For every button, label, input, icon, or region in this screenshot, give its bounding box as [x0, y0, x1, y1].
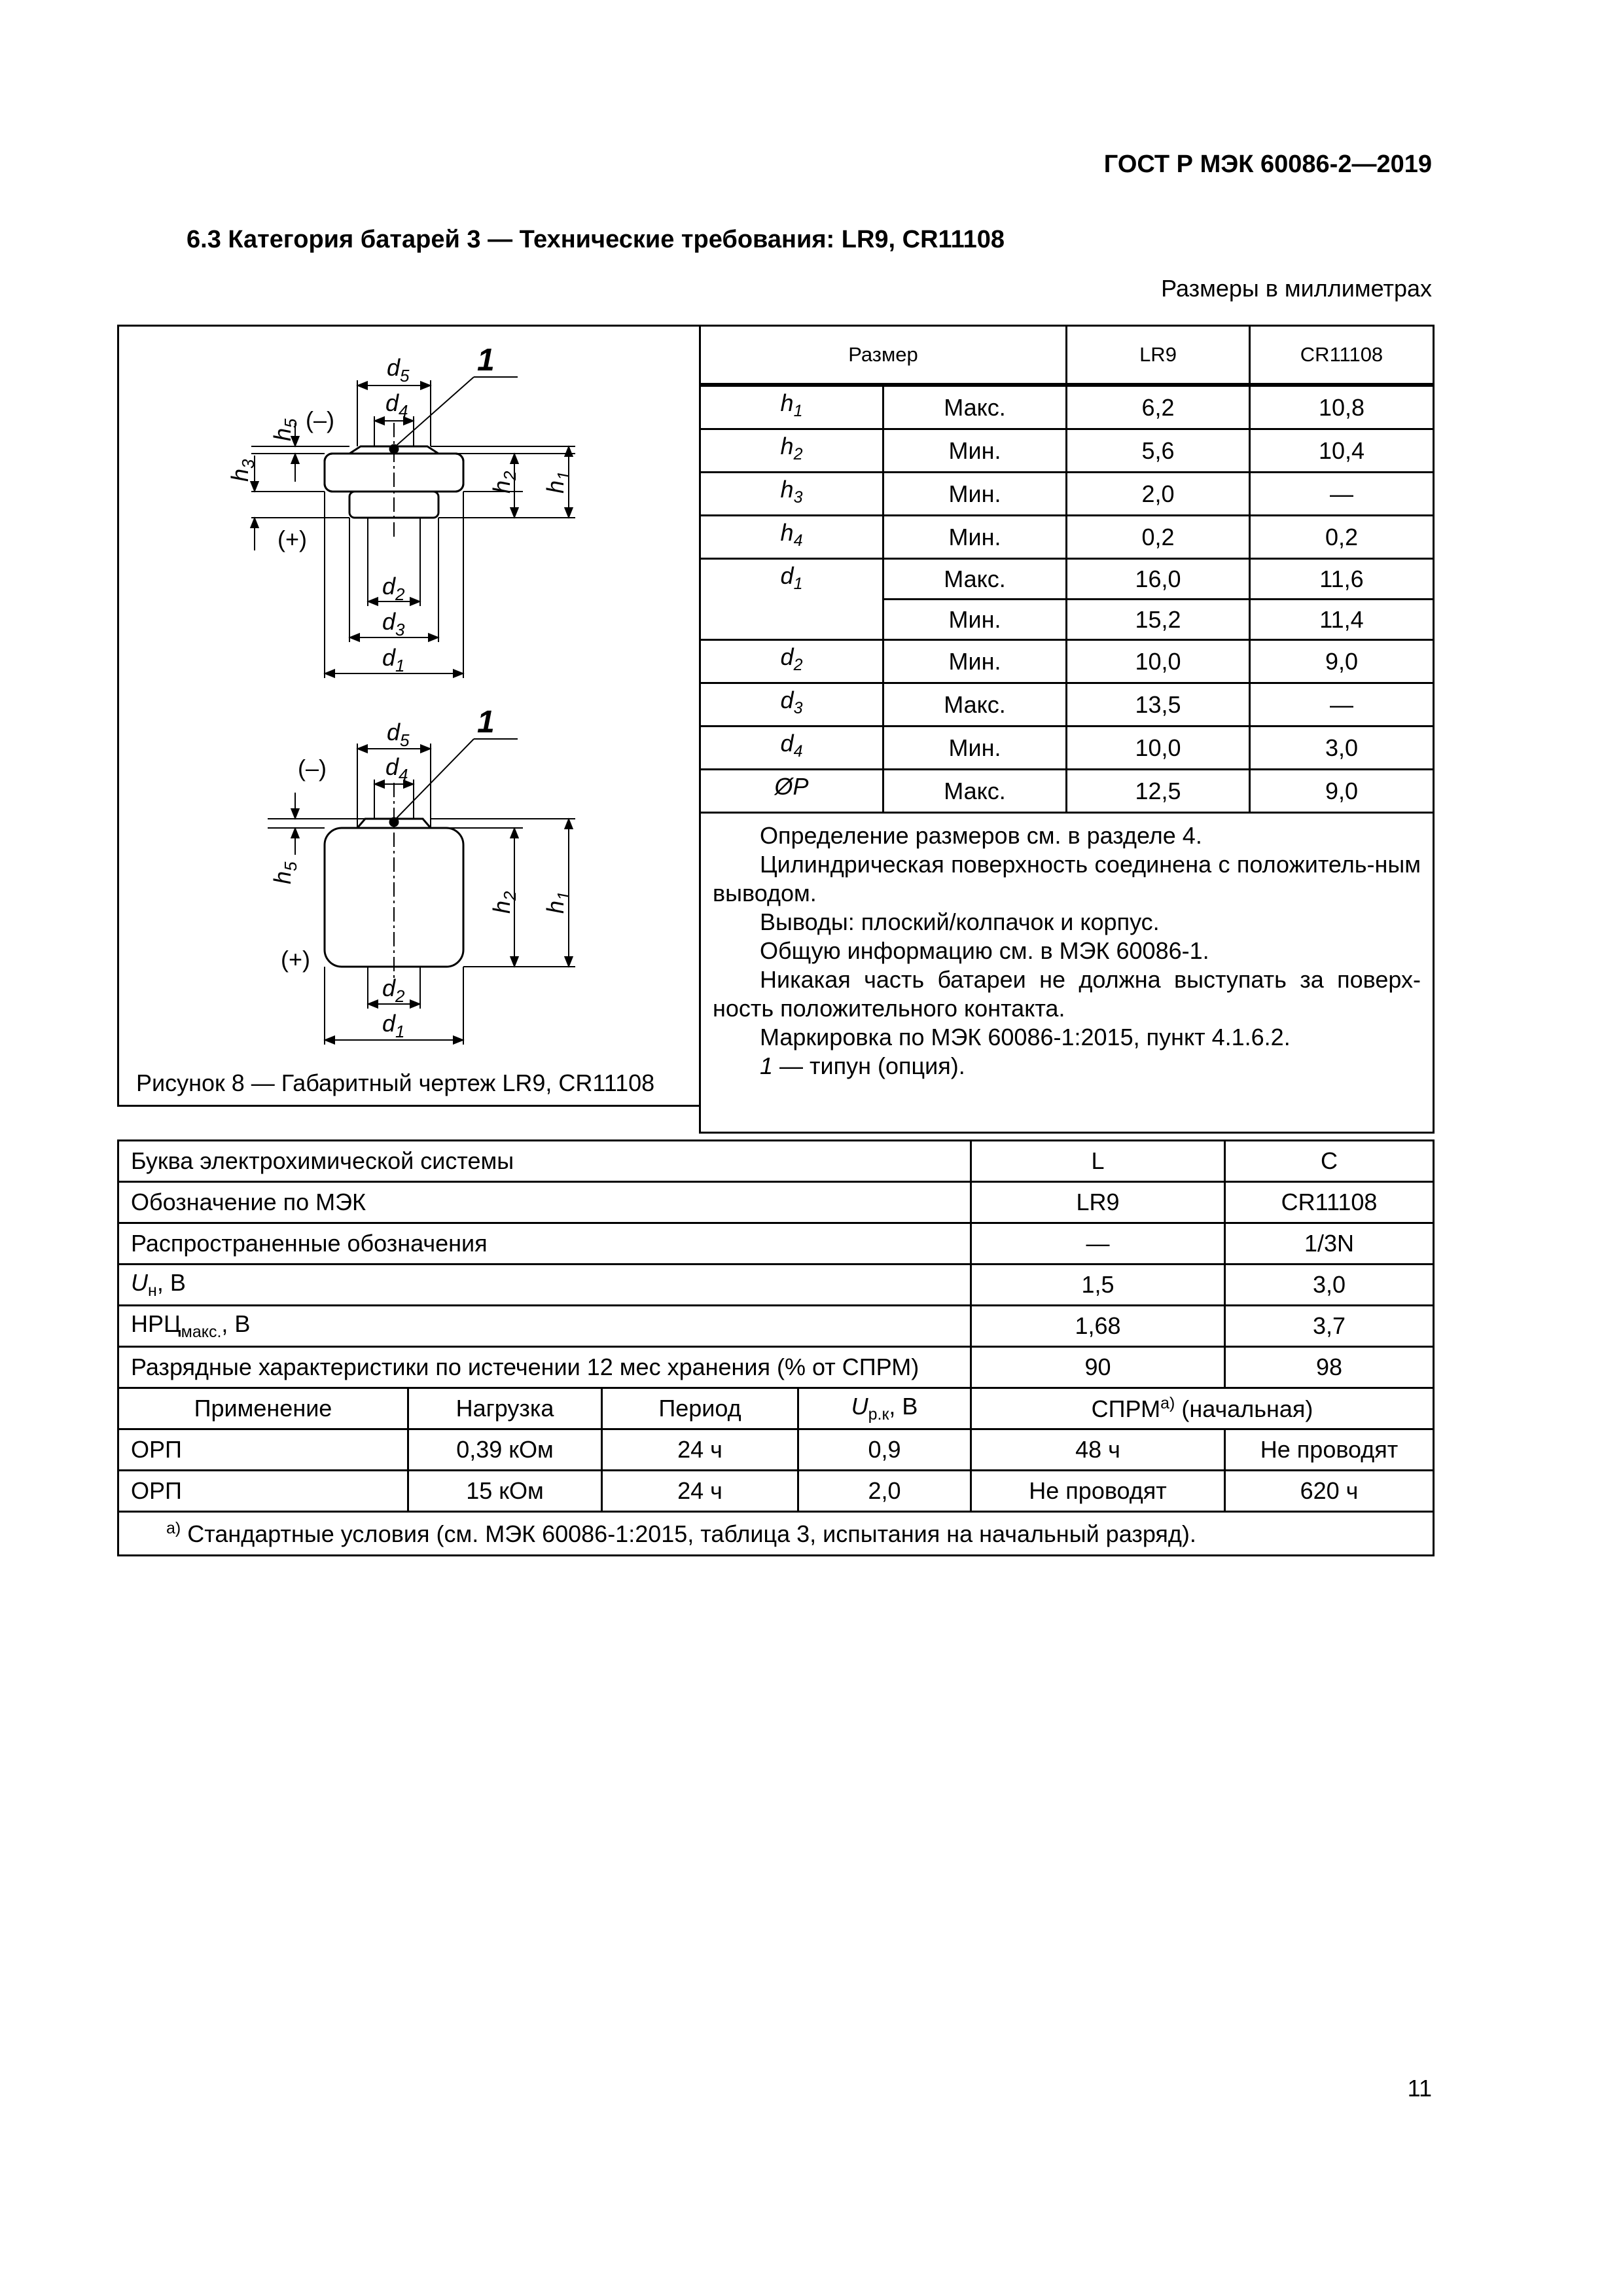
table-row [700, 683, 1434, 726]
dim-cr: — [1250, 683, 1434, 726]
cr-d4-label: $d_4$ [385, 753, 408, 785]
dimensions-table [699, 325, 1435, 1134]
spec-cr: C [1225, 1141, 1434, 1182]
cr-plus-label: (+) [281, 946, 310, 973]
spec-lr9: 90 [971, 1347, 1225, 1388]
table-row [700, 429, 1434, 473]
dims-header-size: Размер [700, 326, 1067, 386]
dim-cr: 9,0 [1250, 640, 1434, 683]
spec-cr: 3,0 [1225, 1265, 1434, 1306]
cr-callout-number: 1 [477, 705, 495, 740]
dim-cr: 9,0 [1250, 770, 1434, 813]
cr-d5-label: $d_5$ [387, 719, 410, 750]
note: Общую информацию см. в МЭК 60086-1. [760, 937, 1209, 964]
dim-cr: 10,4 [1250, 429, 1434, 473]
note: Выводы: плоский/колпачок и корпус. [760, 908, 1160, 935]
table-row [118, 1265, 1434, 1306]
dim-cr: — [1250, 473, 1434, 516]
spec-label: Обозначение по МЭК [118, 1182, 971, 1223]
lr9-h5-label: $h_5$ [269, 418, 300, 441]
table-row [700, 559, 1434, 600]
dim-lr9: 2,0 [1067, 473, 1250, 516]
dim-symbol: $h_2$ [700, 429, 883, 473]
app-name: ОРП [118, 1471, 408, 1512]
spec-lr9: LR9 [971, 1182, 1225, 1223]
table-row [700, 726, 1434, 770]
app-lr9: Не проводят [971, 1471, 1225, 1512]
table-row [118, 1471, 1434, 1512]
lr9-h2-label: $h_2$ [488, 471, 520, 493]
cr-h2-label: $h_2$ [488, 891, 520, 914]
figure-caption: Рисунок 8 — Габаритный чертеж LR9, CR11108 [136, 1069, 655, 1096]
spec-cr: CR11108 [1225, 1182, 1434, 1223]
table-footnote: $^{а)}$ Стандартные условия (см. МЭК 60086-1:2015, таблица 3, испытания на начальный разряд). [118, 1512, 1434, 1556]
table-row [118, 1347, 1434, 1388]
dim-kind: Мин. [883, 516, 1067, 559]
app-voltage: 0,9 [798, 1429, 971, 1471]
lr9-d3-label: $d_3$ [382, 608, 405, 639]
dim-symbol: $d_1$ [700, 559, 883, 640]
dim-symbol: $h_4$ [700, 516, 883, 559]
app-period: 24 ч [602, 1471, 798, 1512]
spec-label-ocv: $НРЦ_{макс.}$, В [118, 1306, 971, 1347]
dim-symbol: $h_1$ [700, 385, 883, 429]
dim-symbol: $d_2$ [700, 640, 883, 683]
dim-symbol: $d_4$ [700, 726, 883, 770]
dim-kind: Макс. [883, 385, 1067, 429]
app-name: ОРП [118, 1429, 408, 1471]
dim-lr9: 16,0 [1067, 559, 1250, 600]
application-header-row [118, 1388, 1434, 1429]
table-row [118, 1223, 1434, 1265]
spec-label-voltage: $U_н$, В [118, 1265, 971, 1306]
spec-cr: 98 [1225, 1347, 1434, 1388]
app-header: Применение [118, 1388, 408, 1429]
dim-lr9: 12,5 [1067, 770, 1250, 813]
note: 1 — типун (опция). [760, 1052, 965, 1079]
dims-header-row [700, 326, 1434, 386]
dim-cr: 10,8 [1250, 385, 1434, 429]
dim-lr9: 13,5 [1067, 683, 1250, 726]
table-row [118, 1141, 1434, 1182]
dims-header-cr: CR11108 [1250, 326, 1434, 386]
cr-h1-label: $h_1$ [542, 891, 573, 914]
units-note: Размеры в миллиметрах [1161, 275, 1432, 302]
cr-d1-label: $d_1$ [382, 1010, 405, 1041]
cr-minus-label: (–) [298, 755, 327, 781]
table-row [118, 1182, 1434, 1223]
note: Определение размеров см. в разделе 4. [760, 822, 1202, 849]
note: Цилиндрическая поверхность соединена с положитель-ным выводом. [713, 851, 1421, 906]
dim-kind: Макс. [883, 559, 1067, 600]
page-number: 11 [1407, 2075, 1432, 2102]
dim-lr9: 6,2 [1067, 385, 1250, 429]
lr9-h1-label: $h_1$ [542, 471, 573, 493]
app-lr9: 48 ч [971, 1429, 1225, 1471]
spec-cr: 3,7 [1225, 1306, 1434, 1347]
standard-header: ГОСТ Р МЭК 60086-2—2019 [1103, 151, 1432, 178]
table-row [700, 385, 1434, 429]
dim-cr: 0,2 [1250, 516, 1434, 559]
dim-kind: Мин. [883, 726, 1067, 770]
dim-lr9: 0,2 [1067, 516, 1250, 559]
table-row [700, 640, 1434, 683]
spec-lr9: 1,5 [971, 1265, 1225, 1306]
period-header: Период [602, 1388, 798, 1429]
app-cr: Не проводят [1225, 1429, 1434, 1471]
figure-frame [117, 325, 700, 1107]
table-row [700, 516, 1434, 559]
note: Никакая часть батареи не должна выступать за поверх-ность положительного контакта. [713, 966, 1421, 1022]
dim-lr9: 10,0 [1067, 726, 1250, 770]
battery-drawing [117, 325, 700, 1107]
dim-symbol: ØP [700, 770, 883, 813]
table-row [700, 770, 1434, 813]
dim-kind: Макс. [883, 683, 1067, 726]
cr-d2-label: $d_2$ [382, 975, 405, 1006]
spm-header: $СПРМ^{а)}$ (начальная) [971, 1388, 1434, 1429]
dims-notes [700, 813, 1434, 1133]
lr9-callout-number: 1 [477, 343, 495, 378]
app-voltage: 2,0 [798, 1471, 971, 1512]
load-header: Нагрузка [408, 1388, 602, 1429]
specification-table [117, 1139, 1435, 1556]
lr9-plus-label: (+) [277, 526, 307, 552]
dim-kind: Макс. [883, 770, 1067, 813]
app-cr: 620 ч [1225, 1471, 1434, 1512]
dim-lr9: 10,0 [1067, 640, 1250, 683]
spec-label: Разрядные характеристики по истечении 12 мес хранения (% от СПРМ) [118, 1347, 971, 1388]
end-voltage-header: $U_{р.к}$, В [798, 1388, 971, 1429]
lr9-h3-label: $h_3$ [226, 459, 258, 482]
lr9-d1-label: $d_1$ [382, 644, 405, 675]
app-period: 24 ч [602, 1429, 798, 1471]
dim-kind: Мин. [883, 429, 1067, 473]
dim-cr: 11,6 [1250, 559, 1434, 600]
footnote-row [118, 1512, 1434, 1556]
lr9-d5-label: $d_5$ [387, 354, 410, 386]
table-row [118, 1306, 1434, 1347]
spec-lr9: 1,68 [971, 1306, 1225, 1347]
spec-lr9: — [971, 1223, 1225, 1265]
dim-lr9: 5,6 [1067, 429, 1250, 473]
dim-cr: 3,0 [1250, 726, 1434, 770]
notes-row [700, 813, 1434, 1133]
dim-kind: Мин. [883, 600, 1067, 640]
table-row [118, 1429, 1434, 1471]
dims-header-lr9: LR9 [1067, 326, 1250, 386]
dim-kind: Мин. [883, 640, 1067, 683]
lr9-minus-label: (–) [306, 406, 334, 433]
lr9-d2-label: $d_2$ [382, 573, 405, 604]
dim-lr9: 15,2 [1067, 600, 1250, 640]
spec-cr: 1/3N [1225, 1223, 1434, 1265]
app-load: 0,39 кОм [408, 1429, 602, 1471]
lr9-d4-label: $d_4$ [385, 389, 408, 421]
app-load: 15 кОм [408, 1471, 602, 1512]
dim-symbol: $d_3$ [700, 683, 883, 726]
dim-symbol: $h_3$ [700, 473, 883, 516]
spec-lr9: L [971, 1141, 1225, 1182]
note: Маркировка по МЭК 60086-1:2015, пункт 4.1.6.2. [760, 1024, 1291, 1050]
section-title: 6.3 Категория батарей 3 — Технические требования: LR9, CR11108 [187, 226, 1005, 253]
table-row [700, 473, 1434, 516]
spec-label: Распространенные обозначения [118, 1223, 971, 1265]
spec-label: Буква электрохимической системы [118, 1141, 971, 1182]
cr-h5-label: $h_5$ [269, 861, 300, 884]
dim-kind: Мин. [883, 473, 1067, 516]
dim-cr: 11,4 [1250, 600, 1434, 640]
